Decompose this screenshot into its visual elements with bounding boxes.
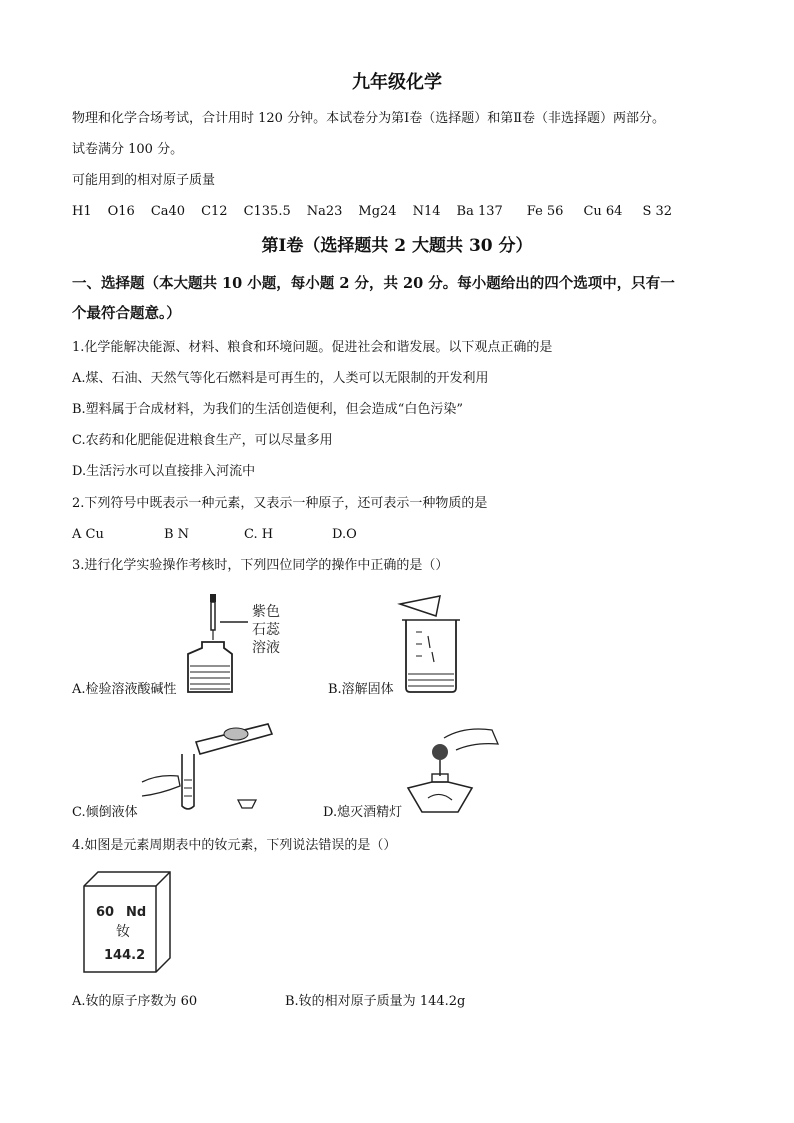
- mass-item: Cu 64: [583, 204, 623, 219]
- q3-option-c: C.倾倒液体: [72, 805, 138, 820]
- q1-option-a: A.煤、石油、天然气等化石燃料是可再生的，人类可以无限制的开发利用: [72, 371, 489, 386]
- q3-stem: 3.进行化学实验操作考核时，下列四位同学的操作中正确的是（）: [72, 558, 449, 573]
- q4-options: [72, 993, 465, 1011]
- q2-option-d: D.O: [332, 527, 357, 542]
- element-number: 60: [96, 905, 115, 920]
- q4-option-b: B.钕的相对原子质量为 144.2g: [285, 994, 466, 1009]
- beaker-figure: [396, 592, 466, 696]
- figure-label-line: 紫色: [252, 604, 280, 620]
- dropper-bottle-figure: [180, 592, 300, 696]
- element-symbol: Nd: [126, 905, 147, 920]
- q2-option-b: B N: [164, 527, 190, 542]
- mass-item: C12: [201, 204, 228, 219]
- part1-heading-line-1: 一、选择题（本大题共 10 小题，每小题 2 分，共 20 分。每小题给出的四个选项中，只有一: [72, 275, 675, 292]
- alcohol-lamp-figure: [378, 716, 508, 816]
- part1-heading-line-2: 个最符合题意。）: [72, 305, 181, 322]
- mass-item: S 32: [642, 204, 673, 219]
- figure-label-line: 溶液: [252, 640, 280, 656]
- figure-label-line: 石蕊: [252, 622, 280, 638]
- q1-option-d: D.生活污水可以直接排入河流中: [72, 464, 256, 479]
- mass-item: C135.5: [243, 204, 291, 219]
- mass-item: Ca40: [150, 204, 186, 219]
- element-mass: 144.2: [104, 948, 146, 963]
- intro-line-1: 物理和化学合场考试，合计用时 120 分钟。本试卷分为第Ⅰ卷（选择题）和第Ⅱ卷（非选择题）两部分。: [72, 111, 666, 126]
- pouring-liquid-figure: [138, 714, 278, 814]
- q3-option-b: B.溶解固体: [328, 682, 394, 697]
- q4-stem: 4.如图是元素周期表中的钕元素，下列说法错误的是（）: [72, 838, 397, 853]
- q2-option-c: C. H: [244, 527, 274, 542]
- q2-options: [72, 526, 357, 544]
- q4-option-a: A.钕的原子序数为 60: [72, 994, 198, 1009]
- q1-option-c: C.农药和化肥能促进粮食生产，可以尽量多用: [72, 433, 333, 448]
- mass-item: Mg24: [358, 204, 397, 219]
- q3-option-a: A.检验溶液酸碱性: [72, 682, 177, 697]
- q2-stem: 2.下列符号中既表示一种元素，又表示一种原子，还可表示一种物质的是: [72, 496, 488, 511]
- intro-line-2: 试卷满分 100 分。: [72, 142, 184, 157]
- q1-stem: 1.化学能解决能源、材料、粮食和环境问题。促进社会和谐发展。以下观点正确的是: [72, 340, 553, 355]
- mass-item: Na23: [306, 204, 343, 219]
- element-name: 钕: [116, 924, 130, 940]
- mass-item: Ba 137: [456, 204, 503, 219]
- q1-option-b: B.塑料属于合成材料，为我们的生活创造便利，但会造成“白色污染”: [72, 402, 463, 417]
- mass-item: Fe 56: [526, 204, 564, 219]
- mass-item: H1: [72, 204, 92, 219]
- atomic-masses-list: [72, 203, 688, 221]
- masses-label: 可能用到的相对原子质量: [72, 173, 216, 188]
- q3-option-d: D.熄灭酒精灯: [323, 805, 403, 820]
- mass-item: O16: [107, 204, 135, 219]
- section-title: 第Ⅰ卷（选择题共 2 大题共 30 分）: [261, 236, 533, 256]
- element-tile-figure: [78, 868, 178, 976]
- q2-option-a: A Cu: [72, 527, 104, 542]
- page-title: 九年级化学: [352, 72, 442, 93]
- mass-item: N14: [412, 204, 441, 219]
